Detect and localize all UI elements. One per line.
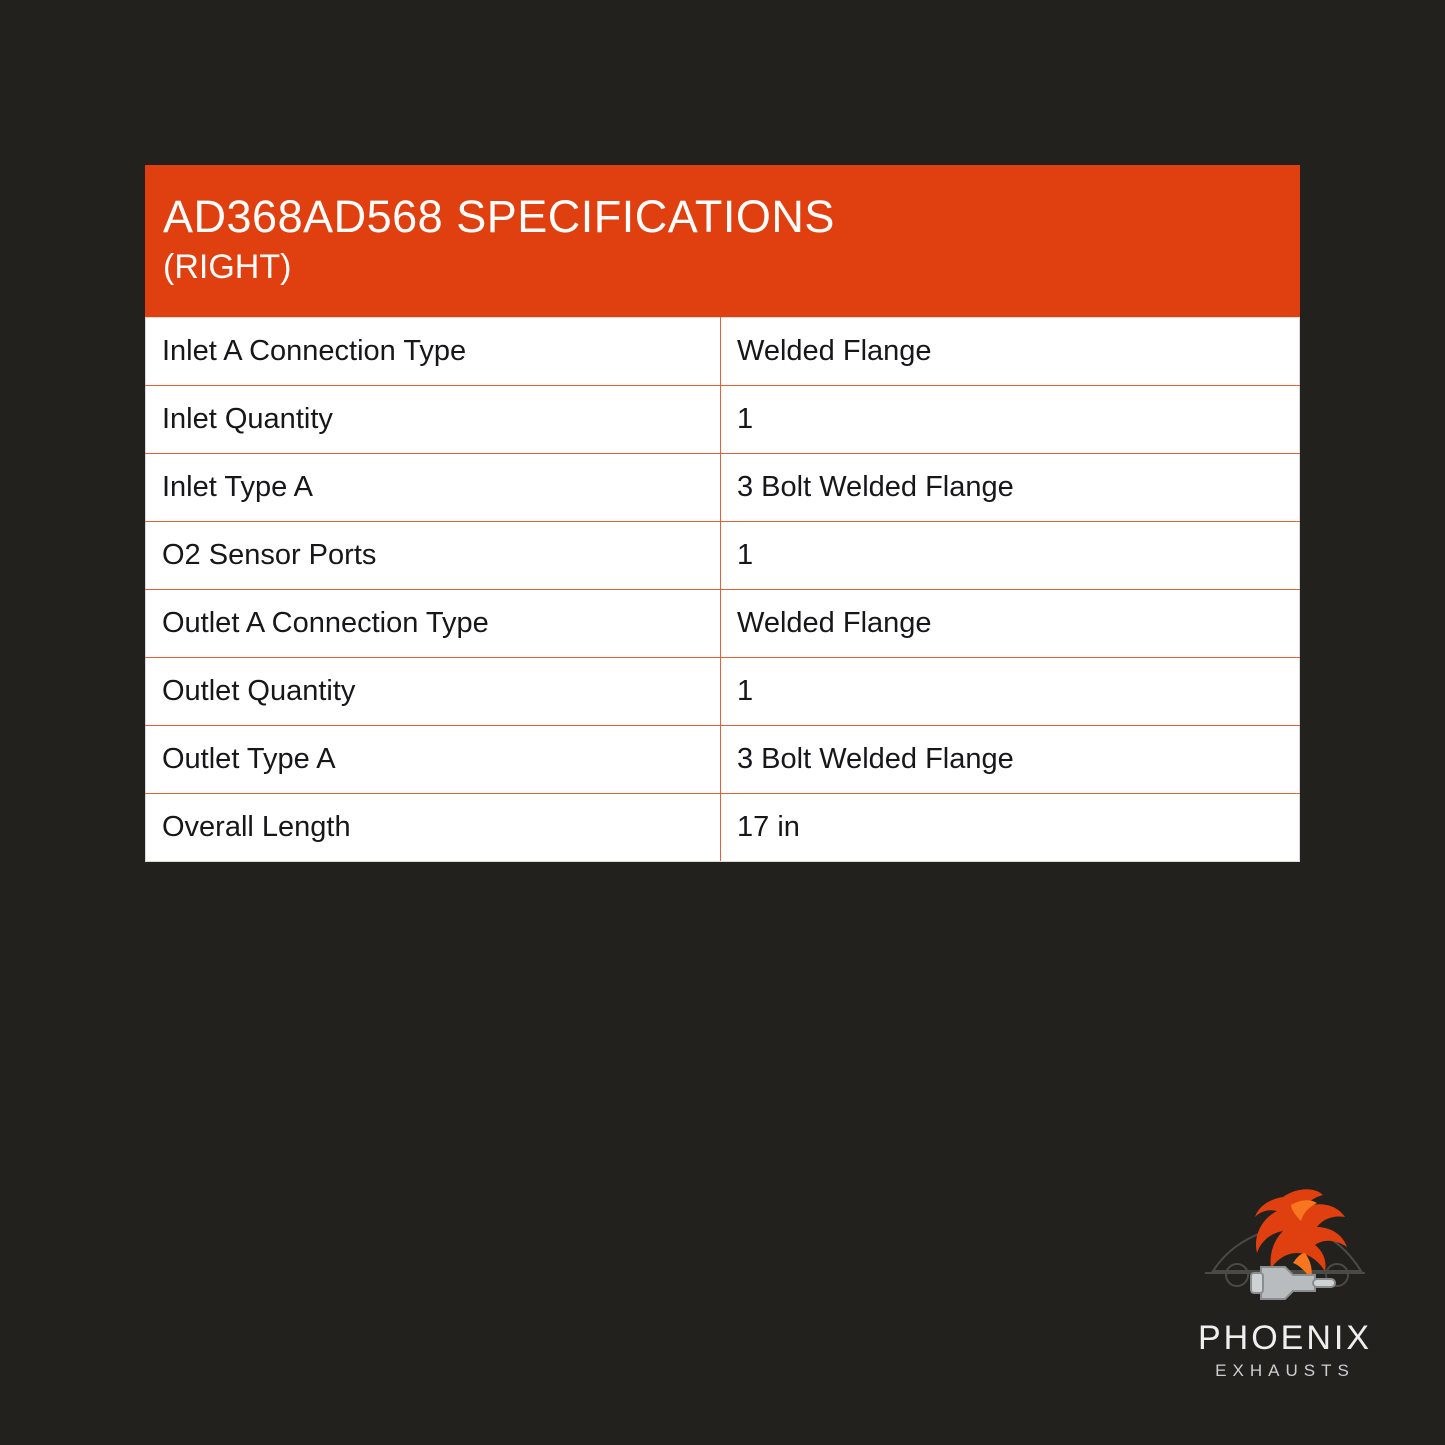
specifications-table bbox=[145, 317, 1300, 862]
spec-label: Inlet Quantity bbox=[146, 386, 721, 454]
spec-label: O2 Sensor Ports bbox=[146, 522, 721, 590]
specifications-card bbox=[145, 165, 1300, 862]
table-row bbox=[146, 386, 1300, 454]
spec-value: Welded Flange bbox=[721, 318, 1300, 386]
table-row bbox=[146, 454, 1300, 522]
spec-label: Inlet A Connection Type bbox=[146, 318, 721, 386]
phoenix-bird-icon bbox=[1165, 1175, 1405, 1315]
spec-value: 17 in bbox=[721, 794, 1300, 862]
table-row bbox=[146, 658, 1300, 726]
table-row bbox=[146, 590, 1300, 658]
brand-logo bbox=[1165, 1175, 1405, 1390]
spec-value: 1 bbox=[721, 386, 1300, 454]
spec-value: 3 Bolt Welded Flange bbox=[721, 726, 1300, 794]
brand-name: PHOENIX bbox=[1197, 1319, 1373, 1357]
spec-label: Outlet A Connection Type bbox=[146, 590, 721, 658]
table-row bbox=[146, 726, 1300, 794]
table-row bbox=[146, 794, 1300, 862]
spec-label: Outlet Quantity bbox=[146, 658, 721, 726]
spec-value: 1 bbox=[721, 658, 1300, 726]
table-row bbox=[146, 318, 1300, 386]
spec-value: 1 bbox=[721, 522, 1300, 590]
table-row bbox=[146, 522, 1300, 590]
specifications-header bbox=[145, 165, 1300, 317]
spec-label: Outlet Type A bbox=[146, 726, 721, 794]
specifications-table-body bbox=[146, 318, 1300, 862]
page-title: AD368AD568 SPECIFICATIONS bbox=[163, 191, 835, 242]
spec-value: Welded Flange bbox=[721, 590, 1300, 658]
spec-label: Inlet Type A bbox=[146, 454, 721, 522]
spec-label: Overall Length bbox=[146, 794, 721, 862]
brand-tagline: EXHAUSTS bbox=[1215, 1361, 1355, 1380]
page-subtitle: (RIGHT) bbox=[163, 248, 292, 287]
spec-value: 3 Bolt Welded Flange bbox=[721, 454, 1300, 522]
